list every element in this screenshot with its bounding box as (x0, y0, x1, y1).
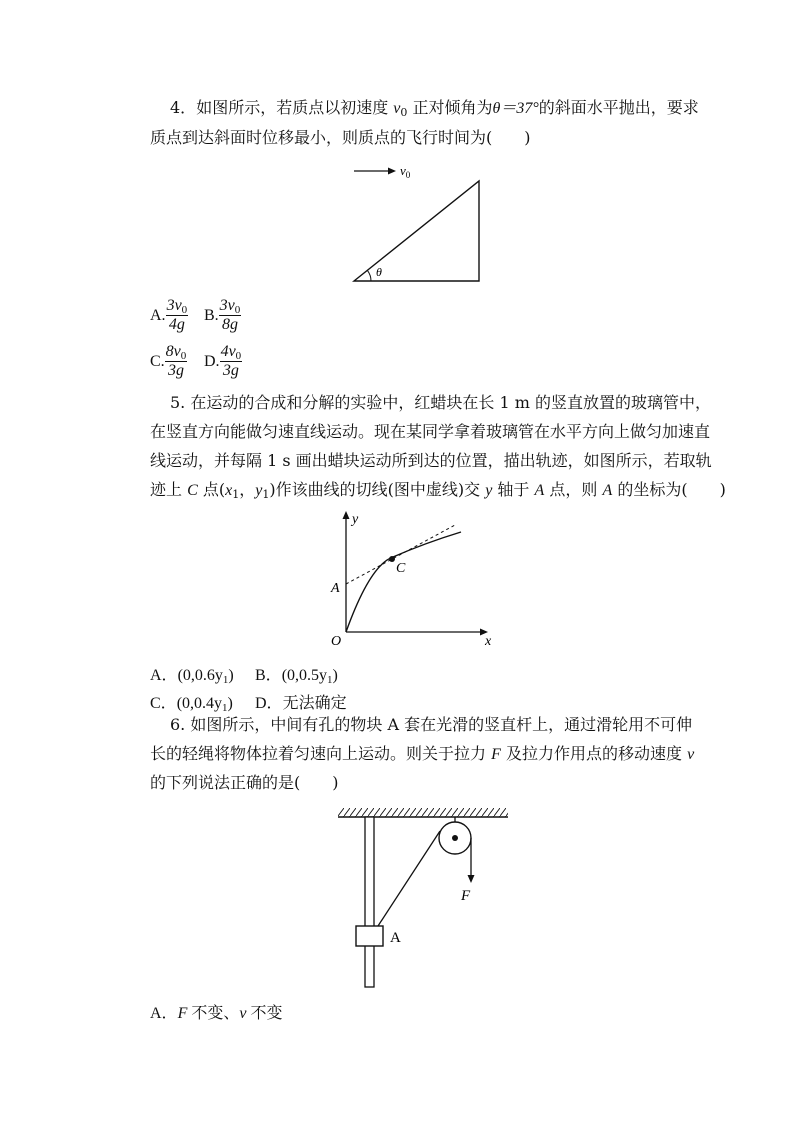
angle-arc (368, 271, 372, 281)
q4-option-c[interactable]: C. $\frac{8v_0}{3g}$ (150, 343, 187, 379)
block-a (356, 926, 383, 946)
incline-figure (340, 155, 500, 290)
q5-option-a[interactable]: A．$(0,0.6y_1)$ (150, 667, 234, 686)
q5-option-d[interactable]: D．无法确定 (255, 695, 347, 712)
vertical-rod (365, 817, 374, 987)
rope-to-block (378, 831, 440, 926)
point-c-label: C (396, 561, 406, 576)
q4-line1: 4．如图所示，若质点以初速度 $v_0$ 正对倾角为θ＝37°的斜面水平抛出，要求 (170, 98, 699, 119)
y-axis-arrowhead (343, 511, 350, 519)
incline-triangle (354, 181, 479, 281)
q4-line2: 质点到达斜面时位移最小，则质点的飞行时间为( ) (150, 128, 531, 147)
y-axis-label: y (352, 512, 359, 527)
q5-line2: 在竖直方向能做匀速直线运动。现在某同学拿着玻璃管在水平方向上做匀加速直 (150, 422, 711, 441)
q5-line4: 迹上 C 点($x_1$，$y_1$)作该曲线的切线(图中虚线)交 y 轴于 A 点，则 A 的坐标为( ) (150, 480, 726, 501)
q6-line3: 的下列说法正确的是( ) (150, 773, 339, 792)
q6-option-a[interactable]: A．F 不变、v 不变 (150, 1005, 283, 1022)
angle-label: θ (376, 265, 382, 279)
point-c-dot (389, 556, 395, 562)
velocity-arrowhead (388, 168, 396, 175)
pulley-figure (332, 800, 512, 990)
q5-line3: 线运动，并每隔 1 s 画出蜡块运动所到达的位置，描出轨迹，如图所示，若取轨 (150, 451, 712, 470)
x-axis-label: x (485, 634, 492, 649)
q6-line2: 长的轻绳将物体拉着匀速向上运动。则关于拉力 F 及拉力作用点的移动速度 v (150, 744, 695, 763)
origin-label: O (331, 634, 342, 649)
q4-option-b[interactable]: B. $\frac{3v_0}{8g}$ (204, 297, 241, 333)
force-label: F (461, 888, 471, 904)
ceiling-hatch (338, 808, 508, 817)
velocity-label: $v_0$ (400, 163, 411, 180)
trajectory-figure (325, 505, 510, 650)
q5-option-c[interactable]: C．$(0,0.4y_1)$ (150, 695, 233, 714)
q5-option-b[interactable]: B．$(0,0.5y_1)$ (255, 667, 338, 686)
block-a-label: A (390, 930, 401, 946)
q5-line1: 5. 在运动的合成和分解的实验中，红蜡块在长 1 m 的竖直放置的玻璃管中， (170, 393, 711, 412)
q4-option-d[interactable]: D. $\frac{4v_0}{3g}$ (204, 343, 242, 379)
q6-line1: 6. 如图所示，中间有孔的物块 A 套在光滑的竖直杆上，通过滑轮用不可伸 (170, 715, 693, 734)
q4-option-a[interactable]: A. $\frac{3v_0}{4g}$ (150, 297, 188, 333)
point-a-label: A (331, 581, 340, 596)
trajectory-curve (346, 532, 461, 632)
pulley-axle (452, 835, 458, 841)
force-arrowhead (468, 875, 475, 883)
